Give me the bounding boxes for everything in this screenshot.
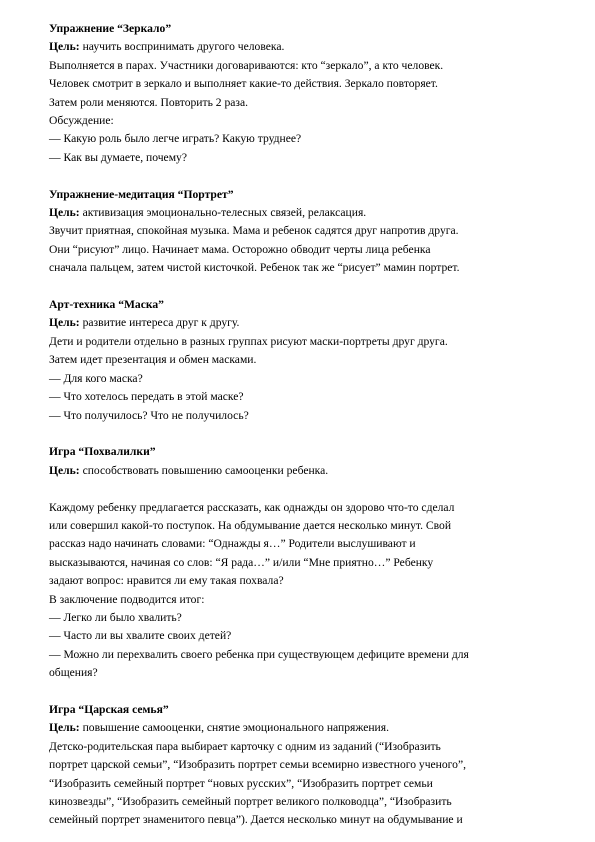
body-text-line: — Для кого маска?: [49, 371, 143, 385]
body-text-line: или совершил какой-то поступок. На обдумывание дается несколько минут. Свой: [49, 518, 452, 532]
goal-line: [49, 38, 569, 56]
goal-line: [49, 204, 569, 222]
body-text-line: “Изобразить семейный портрет “новых русских”, “Изобразить портрет семьи: [49, 776, 433, 790]
exercise-section: [49, 296, 569, 425]
exercise-section: [49, 186, 569, 278]
blank-line: [49, 480, 569, 498]
body-text-line: Человек смотрит в зеркало и выполняет какие-то действия. Зеркало повторяет.: [49, 77, 438, 91]
goal-line: [49, 719, 569, 737]
body-text-line: В заключение подводится итог:: [49, 592, 205, 606]
section-title: Упражнение-медитация “Портрет”: [49, 187, 234, 201]
goal-text: научить воспринимать другого человека.: [79, 40, 285, 54]
body-text-line: Дети и родители отдельно в разных группах рисуют маски-портреты друг друга.: [49, 334, 448, 348]
body-text-line: — Легко ли было хвалить?: [49, 610, 182, 624]
body-text-line: — Часто ли вы хвалите своих детей?: [49, 629, 232, 643]
exercise-section: [49, 701, 569, 830]
goal-text: повышение самооценки, снятие эмоционального напряжения.: [79, 721, 389, 735]
section-title: Игра “Царская семья”: [49, 702, 169, 716]
body-text-line: — Можно ли перехвалить своего ребенка при существующем дефиците времени для: [49, 647, 469, 661]
body-text-line: Они “рисуют” лицо. Начинает мама. Осторожно обводит черты лица ребенка: [49, 242, 431, 256]
body-text-line: Обсуждение:: [49, 114, 114, 128]
goal-line: [49, 314, 569, 332]
body-text-line: общения?: [49, 666, 98, 680]
body-text-line: Затем идет презентация и обмен масками.: [49, 353, 257, 367]
document-page: [49, 20, 569, 830]
exercise-section: [49, 20, 569, 167]
body-text-line: Затем роли меняются. Повторить 2 раза.: [49, 95, 249, 109]
body-text-line: сначала пальцем, затем чистой кисточкой. Ребенок так же “рисует” мамин портрет.: [49, 261, 460, 275]
body-text-line: задают вопрос: нравится ли ему такая похвала?: [49, 574, 284, 588]
section-title: Упражнение “Зеркало”: [49, 22, 172, 35]
body-text-line: Детско-родительская пара выбирает карточку с одним из заданий (“Изобразить: [49, 739, 441, 753]
body-text-line: семейный портрет знаменитого певца”). Дается несколько минут на обдумывание и: [49, 813, 463, 827]
body-text-line: портрет царской семьи”, “Изобразить портрет семьи всемирно известного ученого”,: [49, 758, 466, 772]
goal-label: Цель:: [49, 721, 80, 735]
body-text-line: — Какую роль было легче играть? Какую труднее?: [49, 132, 302, 146]
section-title: Арт-техника “Маска”: [49, 298, 164, 312]
goal-label: Цель:: [49, 463, 80, 477]
body-text-line: высказываются, начиная со слов: “Я рада…” и/или “Мне приятно…” Ребенку: [49, 555, 434, 569]
goal-text: развитие интереса друг к другу.: [79, 316, 240, 330]
body-text-line: — Что получилось? Что не получилось?: [49, 408, 249, 422]
body-text-line: рассказ надо начинать словами: “Однажды я…” Родители выслушивают и: [49, 537, 416, 551]
goal-label: Цель:: [49, 206, 80, 220]
goal-label: Цель:: [49, 316, 80, 330]
exercise-section: [49, 443, 569, 682]
body-text-line: Выполняется в парах. Участники договариваются: кто “зеркало”, а кто человек.: [49, 58, 444, 72]
body-text-line: Каждому ребенку предлагается рассказать, как однажды он здорово что-то сделал: [49, 500, 455, 514]
goal-label: Цель:: [49, 40, 80, 54]
goal-line: [49, 462, 569, 480]
body-text-line: — Что хотелось передать в этой маске?: [49, 390, 244, 404]
section-title: Игра “Похвалилки”: [49, 445, 156, 459]
goal-text: активизация эмоционально-телесных связей, релаксация.: [79, 206, 367, 220]
body-text-line: Звучит приятная, спокойная музыка. Мама и ребенок садятся друг напротив друга.: [49, 224, 459, 238]
body-text-line: кинозвезды”, “Изобразить семейный портрет великого полководца”, “Изобразить: [49, 794, 452, 808]
goal-text: способствовать повышению самооценки ребенка.: [79, 463, 329, 477]
body-text-line: — Как вы думаете, почему?: [49, 150, 187, 164]
